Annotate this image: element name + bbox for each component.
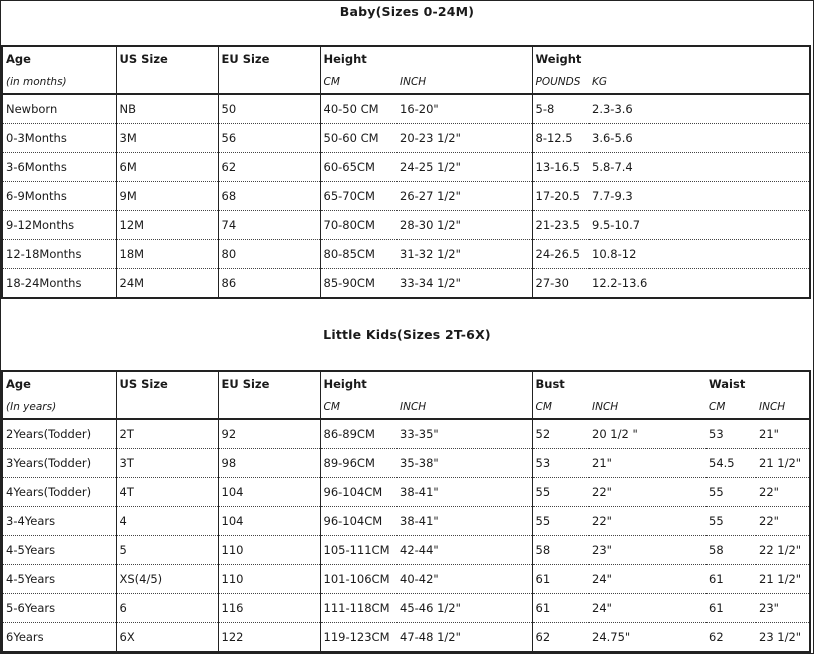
table-row [2,240,810,269]
eu-size-cell: 74 [218,211,320,240]
height-cm-label: CM [320,396,397,419]
bust-header: Bust [532,371,589,396]
height-header-spacer [397,371,532,396]
table-row [2,182,810,211]
height-cm-cell: 86-89CM [320,419,397,449]
weight-kg-cell: 10.8-12 [589,240,810,269]
weight-kg-cell: 3.6-5.6 [589,124,810,153]
bust-cm-cell: 62 [532,623,589,653]
baby-subheader-row [2,71,810,94]
height-inch-label: INCH [397,396,532,419]
height-inch-cell: 28-30 1/2" [397,211,532,240]
table-row [2,478,810,507]
age-cell: 2Years(Todder) [2,419,116,449]
us-size-header: US Size [116,371,218,396]
height-cm-cell: 60-65CM [320,153,397,182]
weight-pounds-cell: 21-23.5 [532,211,589,240]
eu-size-cell: 116 [218,594,320,623]
height-inch-cell: 38-41" [397,478,532,507]
us-size-cell: NB [116,94,218,124]
bust-inch-cell: 22" [589,507,706,536]
kids-header-row [2,371,810,396]
weight-pounds-cell: 17-20.5 [532,182,589,211]
us-size-cell: 24M [116,269,218,299]
age-cell: 12-18Months [2,240,116,269]
eu-size-cell: 110 [218,565,320,594]
table-row [2,419,810,449]
eu-size-cell: 62 [218,153,320,182]
bust-header-spacer [589,371,706,396]
waist-inch-cell: 23" [756,594,810,623]
height-inch-cell: 35-38" [397,449,532,478]
height-header-spacer [397,46,532,71]
height-inch-cell: 31-32 1/2" [397,240,532,269]
table-row [2,536,810,565]
waist-cm-label: CM [706,396,756,419]
waist-inch-cell: 22" [756,507,810,536]
height-cm-cell: 101-106CM [320,565,397,594]
height-cm-cell: 65-70CM [320,182,397,211]
us-size-cell: 3M [116,124,218,153]
us-size-cell: 12M [116,211,218,240]
kids-section-title: Little Kids(Sizes 2T-6X) [323,327,491,342]
age-cell: 0-3Months [2,124,116,153]
bust-inch-cell: 21" [589,449,706,478]
eu-size-subheader [218,396,320,419]
bust-cm-cell: 55 [532,507,589,536]
age-cell: Newborn [2,94,116,124]
waist-cm-cell: 54.5 [706,449,756,478]
table-row [2,269,810,299]
waist-inch-cell: 22 1/2" [756,536,810,565]
waist-inch-cell: 22" [756,478,810,507]
table-row [2,124,810,153]
eu-size-cell: 110 [218,536,320,565]
waist-inch-cell: 21 1/2" [756,565,810,594]
age-cell: 3-4Years [2,507,116,536]
height-cm-cell: 89-96CM [320,449,397,478]
us-size-cell: 9M [116,182,218,211]
table-row [2,449,810,478]
weight-kg-cell: 7.7-9.3 [589,182,810,211]
waist-cm-cell: 58 [706,536,756,565]
height-inch-cell: 33-34 1/2" [400,276,461,290]
eu-size-header: EU Size [218,371,320,396]
age-cell: 6Years [6,630,44,644]
weight-header: Weight [532,46,589,71]
age-cell: 5-6Years [2,594,116,623]
waist-cm-cell: 61 [706,565,756,594]
weight-kg-label: KG [589,71,810,94]
bust-inch-label: INCH [589,396,706,419]
age-cell: 4-5Years [2,565,116,594]
baby-header-row [2,46,810,71]
eu-size-cell: 68 [218,182,320,211]
bust-inch-cell: 24.75" [592,630,631,644]
waist-cm-cell: 61 [706,594,756,623]
eu-size-cell: 56 [218,124,320,153]
table-row [2,153,810,182]
table-row [2,94,810,124]
baby-section-title: Baby(Sizes 0-24M) [339,4,475,19]
us-size-cell: 6 [116,594,218,623]
eu-size-subheader [218,71,320,94]
age-unit-label: (In years) [2,396,116,419]
kids-subheader-row [2,396,810,419]
table-row [2,623,810,653]
eu-size-cell: 122 [218,623,320,653]
waist-cm-cell: 62 [709,630,724,644]
bust-cm-cell: 52 [532,419,589,449]
height-cm-cell: 119-123CM [320,623,397,653]
height-header: Height [320,46,397,71]
waist-inch-cell: 21 1/2" [756,449,810,478]
us-size-cell: 4 [116,507,218,536]
age-header: Age [6,52,31,66]
height-cm-cell: 50-60 CM [320,124,397,153]
height-inch-cell: 24-25 1/2" [397,153,532,182]
weight-pounds-label: POUNDS [532,71,589,94]
height-inch-cell: 40-42" [397,565,532,594]
table-row [2,507,810,536]
age-cell: 4-5Years [2,536,116,565]
age-cell: 6-9Months [2,182,116,211]
height-inch-cell: 33-35" [397,419,532,449]
bust-inch-cell: 23" [589,536,706,565]
us-size-cell: 18M [116,240,218,269]
waist-inch-cell: 23 1/2" [759,630,802,644]
table-row [2,211,810,240]
weight-pounds-cell: 8-12.5 [532,124,589,153]
bust-inch-cell: 20 1/2 " [589,419,706,449]
us-size-cell: 6M [116,153,218,182]
height-inch-cell: 45-46 1/2" [397,594,532,623]
bust-inch-cell: 22" [589,478,706,507]
height-cm-cell: 96-104CM [320,478,397,507]
height-inch-cell: 38-41" [397,507,532,536]
age-header: Age [6,377,31,391]
height-cm-cell: 40-50 CM [320,94,397,124]
age-unit-label: (in months) [2,71,116,94]
height-cm-cell: 96-104CM [320,507,397,536]
table-row [2,565,810,594]
eu-size-cell: 92 [218,419,320,449]
weight-kg-cell: 2.3-3.6 [589,94,810,124]
eu-size-cell: 98 [218,449,320,478]
us-size-cell: 6X [116,623,218,653]
height-inch-label: INCH [397,71,532,94]
eu-size-cell: 50 [218,94,320,124]
bust-inch-cell: 24" [589,594,706,623]
bust-cm-cell: 58 [532,536,589,565]
eu-size-cell: 104 [218,507,320,536]
waist-inch-label: INCH [756,396,810,419]
eu-size-cell: 86 [218,269,320,299]
us-size-header: US Size [116,46,218,71]
us-size-subheader [116,396,218,419]
height-inch-cell: 20-23 1/2" [397,124,532,153]
eu-size-cell: 80 [218,240,320,269]
eu-size-header: EU Size [218,46,320,71]
bust-cm-label: CM [532,396,589,419]
us-size-cell: 3T [116,449,218,478]
waist-inch-cell: 21" [756,419,810,449]
height-inch-cell: 47-48 1/2" [400,630,461,644]
weight-kg-cell: 9.5-10.7 [589,211,810,240]
weight-pounds-cell: 13-16.5 [532,153,589,182]
height-header: Height [320,371,397,396]
height-inch-cell: 42-44" [397,536,532,565]
height-inch-cell: 16-20" [397,94,532,124]
us-size-subheader [116,71,218,94]
weight-pounds-cell: 5-8 [532,94,589,124]
height-cm-label: CM [320,71,397,94]
height-inch-cell: 26-27 1/2" [397,182,532,211]
bust-cm-cell: 55 [532,478,589,507]
weight-kg-cell: 12.2-13.6 [592,276,648,290]
waist-header-spacer [756,371,810,396]
waist-cm-cell: 55 [706,507,756,536]
kids-size-table [1,370,811,653]
weight-kg-cell: 5.8-7.4 [589,153,810,182]
height-cm-cell: 111-118CM [320,594,397,623]
eu-size-cell: 104 [218,478,320,507]
height-cm-cell: 105-111CM [320,536,397,565]
height-cm-cell: 80-85CM [320,240,397,269]
weight-pounds-cell: 27-30 [532,269,589,299]
weight-pounds-cell: 24-26.5 [532,240,589,269]
us-size-cell: 2T [116,419,218,449]
table-row [2,594,810,623]
us-size-cell: 5 [116,536,218,565]
age-cell: 9-12Months [2,211,116,240]
height-cm-cell: 85-90CM [320,269,397,299]
age-cell: 4Years(Todder) [2,478,116,507]
bust-cm-cell: 61 [532,565,589,594]
waist-cm-cell: 55 [706,478,756,507]
age-cell: 3-6Months [2,153,116,182]
height-cm-cell: 70-80CM [320,211,397,240]
weight-header-spacer [589,46,810,71]
baby-size-table [1,45,811,299]
us-size-cell: XS(4/5) [116,565,218,594]
age-cell: 18-24Months [6,276,82,290]
age-cell: 3Years(Todder) [2,449,116,478]
waist-header: Waist [709,377,746,391]
us-size-cell: 4T [116,478,218,507]
bust-inch-cell: 24" [589,565,706,594]
bust-cm-cell: 53 [532,449,589,478]
waist-cm-cell: 53 [706,419,756,449]
bust-cm-cell: 61 [532,594,589,623]
